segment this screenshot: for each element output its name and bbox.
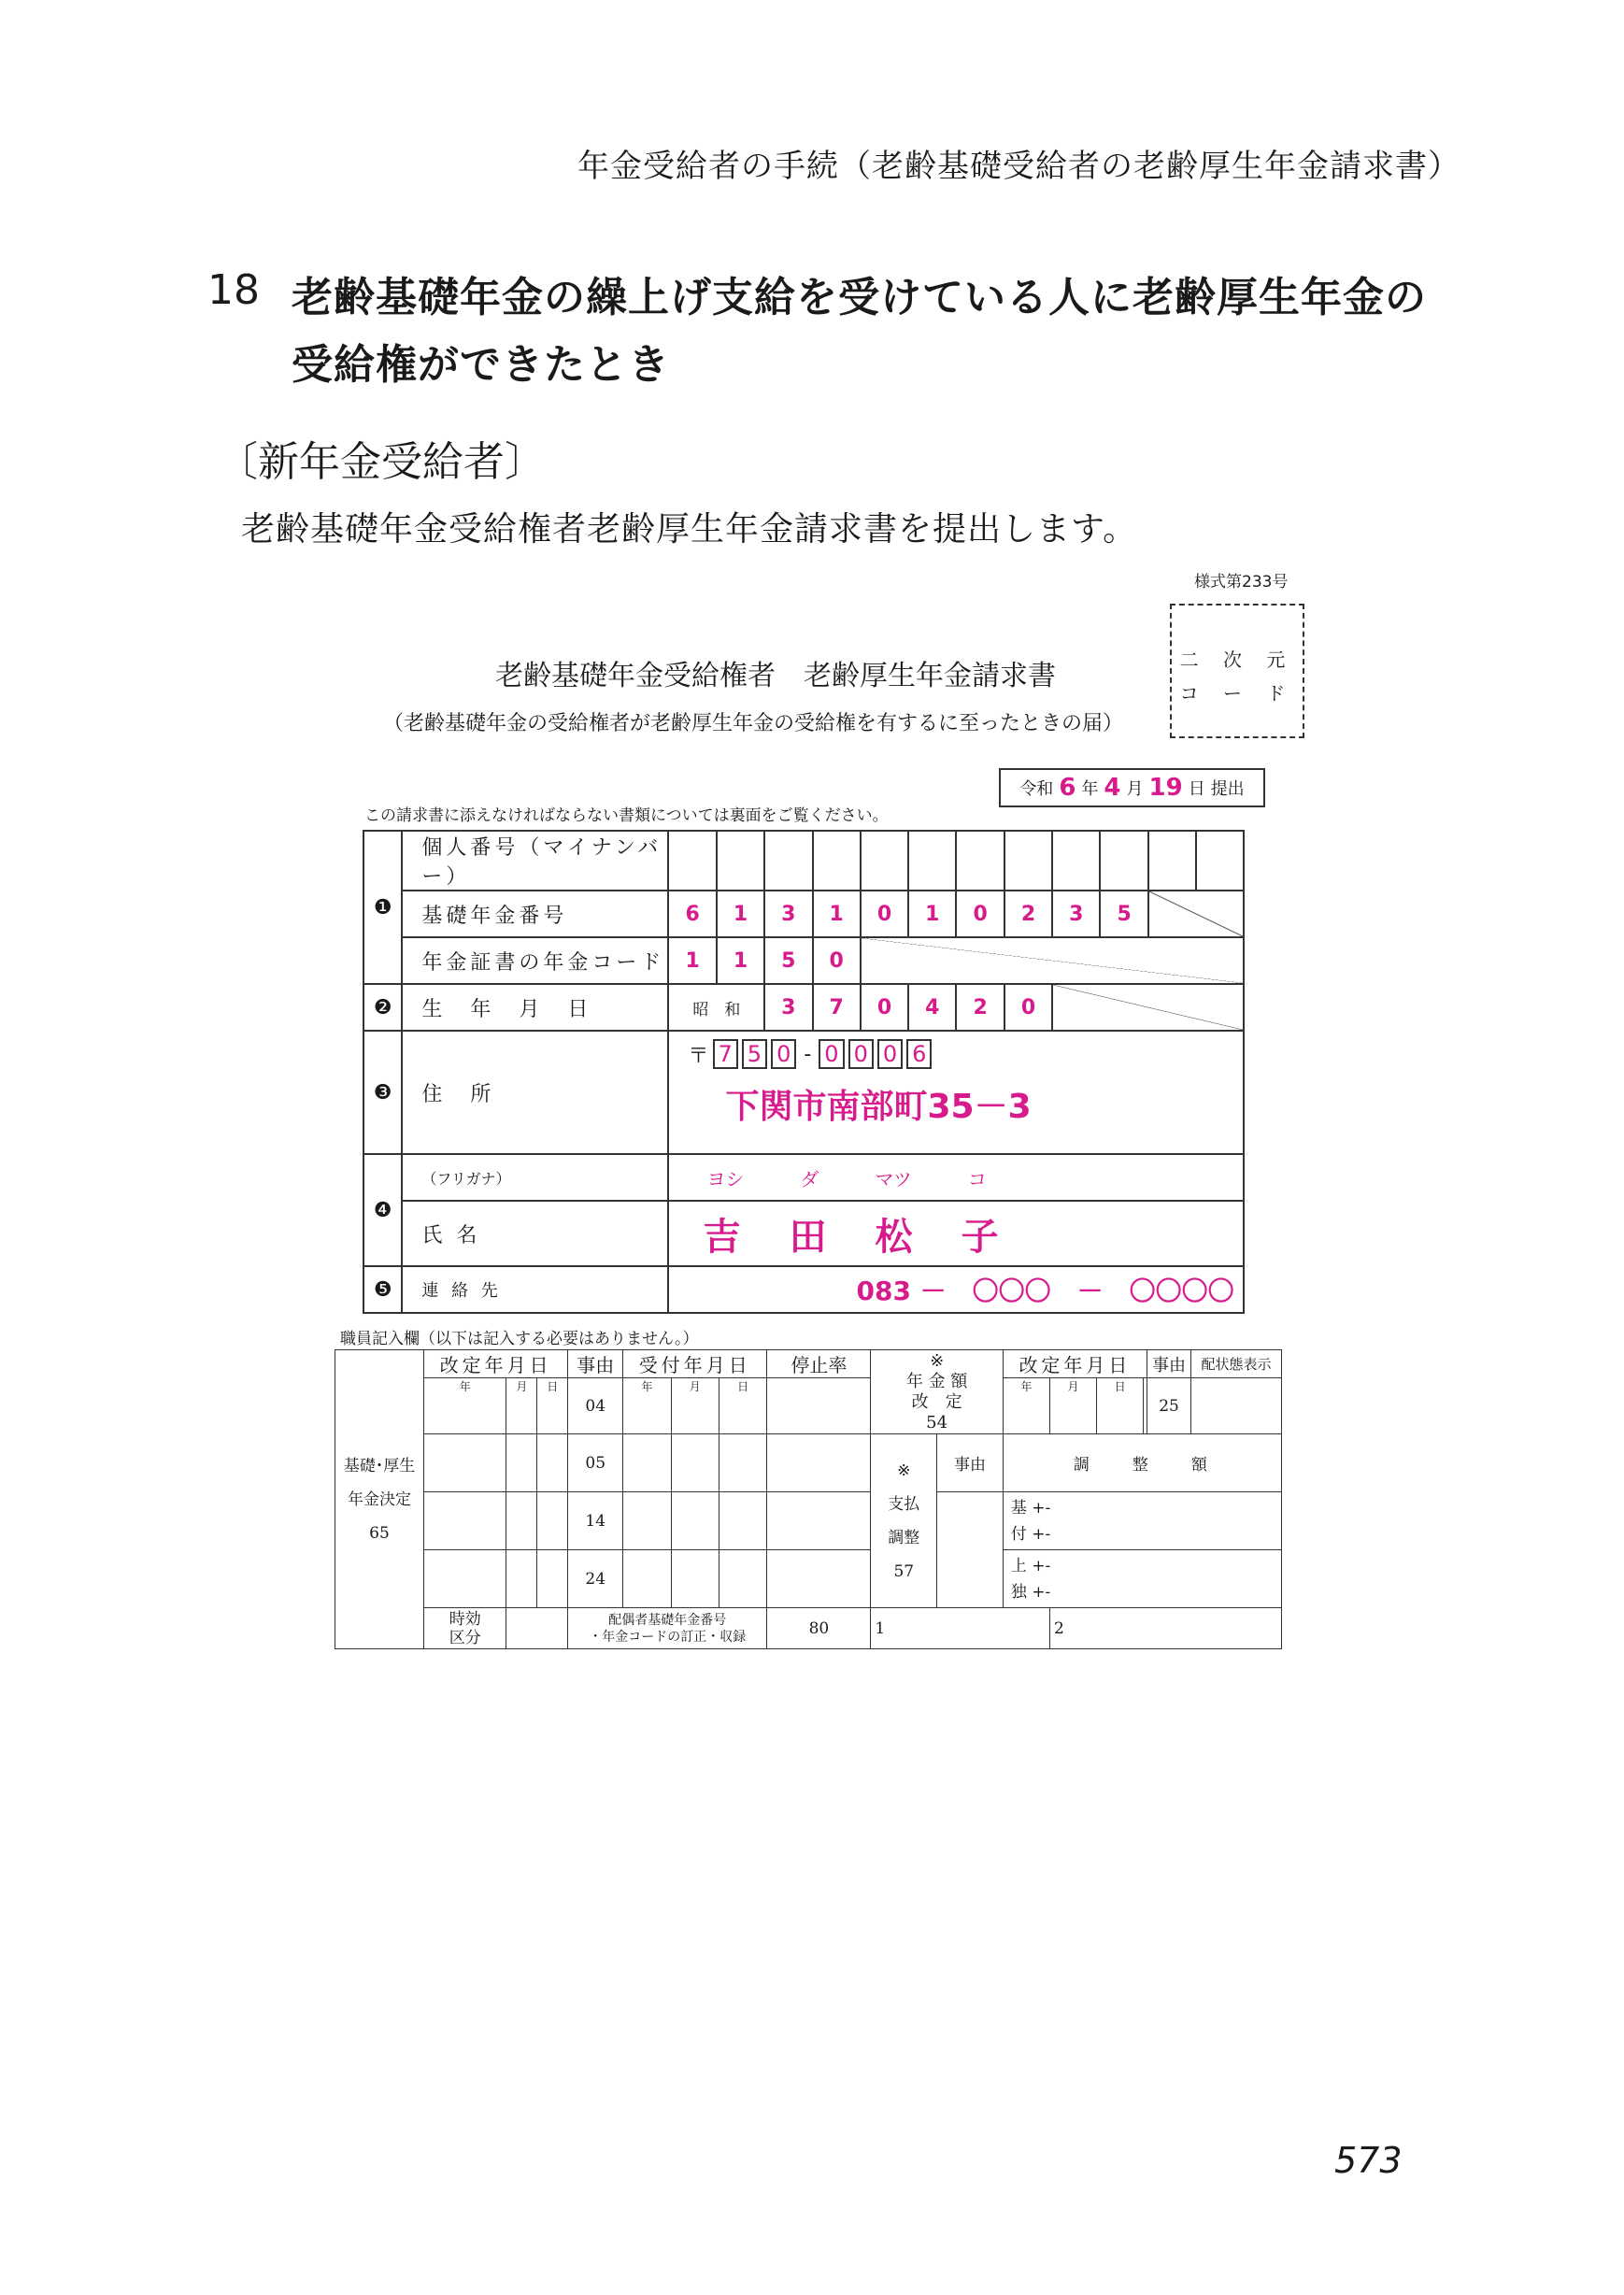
postal-mark: 〒 xyxy=(688,1044,709,1068)
form-note: この請求書に添えなければならない書類については裏面をご覧ください。 xyxy=(364,806,889,825)
label-pension-code: 年金証書の年金コード xyxy=(402,937,668,984)
pc-digit: 1 xyxy=(668,937,716,984)
birth-digit: 7 xyxy=(813,984,861,1031)
birth-digit: 4 xyxy=(908,984,956,1031)
marker-5: ❺ xyxy=(363,1266,402,1313)
date-month: 4 xyxy=(1104,774,1121,802)
date-era: 令和 xyxy=(1019,779,1054,799)
name-char: 吉 xyxy=(703,1214,741,1259)
d: 日 xyxy=(719,1378,766,1434)
postal-code-2: 0 xyxy=(877,1039,903,1069)
jiyu3: 事由 xyxy=(937,1434,1004,1492)
kome: ※ xyxy=(897,1461,911,1480)
haigu-2: ・年金コードの訂正・収録 xyxy=(589,1629,747,1645)
qr-code-box xyxy=(1170,604,1304,738)
label-birth: 生 年 月 日 xyxy=(402,984,668,1031)
label-address: 住 所 xyxy=(402,1031,668,1154)
h-54: 54 xyxy=(926,1412,948,1433)
name-char: 子 xyxy=(961,1214,999,1259)
pm: +- xyxy=(1032,1498,1051,1518)
marker-4: ❹ xyxy=(363,1154,402,1266)
label-basic-pension: 基礎年金番号 xyxy=(402,891,668,937)
pm: +- xyxy=(1032,1556,1051,1575)
date-day-unit: 日 xyxy=(1188,779,1205,799)
postal-code-1: 7 xyxy=(713,1039,738,1069)
pc-digit: 1 xyxy=(717,937,764,984)
two: 2 xyxy=(1049,1608,1281,1649)
date-year: 6 xyxy=(1059,774,1076,802)
postal-code-1: 0 xyxy=(771,1039,796,1069)
date-suffix: 提出 xyxy=(1210,779,1245,799)
code: 14 xyxy=(568,1492,623,1550)
body-text: 老齢基礎年金受給権者老齢厚生年金請求書を提出します。 xyxy=(241,510,1138,549)
pc-digit: 0 xyxy=(813,937,861,984)
y: 年 xyxy=(623,1378,671,1434)
label-era: 昭 和 xyxy=(668,984,764,1031)
contact-value: 083 － 〇〇〇 － 〇〇〇〇 xyxy=(668,1266,1244,1313)
m: 月 xyxy=(671,1378,719,1434)
left-label-3: 65 xyxy=(369,1523,390,1543)
qr-label-2: コ ー ド xyxy=(1179,682,1295,705)
postal-code-2: 0 xyxy=(819,1039,844,1069)
furigana-part: マツ xyxy=(875,1167,912,1190)
d: 日 xyxy=(537,1378,568,1434)
h-uketsuke: 受付年月日 xyxy=(623,1350,767,1378)
bp-digit: 2 xyxy=(1004,891,1052,937)
submission-date xyxy=(999,768,1265,807)
sub-fu: 付 xyxy=(1010,1524,1027,1544)
date-year-unit: 年 xyxy=(1081,779,1099,799)
bp-digit: 3 xyxy=(1052,891,1100,937)
postal-code-1: 5 xyxy=(742,1039,767,1069)
left-label-2: 年金決定 xyxy=(348,1490,411,1509)
y: 年 xyxy=(424,1378,506,1434)
haigu-1: 配偶者基礎年金番号 xyxy=(608,1612,727,1628)
code: 04 xyxy=(568,1378,623,1434)
staff-note: 職員記入欄（以下は記入する必要はありません。） xyxy=(340,1330,699,1348)
bp-digit: 1 xyxy=(717,891,764,937)
pc-digit: 5 xyxy=(764,937,812,984)
running-header: 年金受給者の手続（老齢基礎受給者の老齢厚生年金請求書） xyxy=(577,148,1460,185)
h-kaitei: 改定年月日 xyxy=(424,1350,568,1378)
m: 月 xyxy=(506,1378,537,1434)
chosei: 調 整 額 xyxy=(1003,1434,1281,1492)
address-value: 下関市南部町35－3 xyxy=(725,1088,1032,1126)
bp-digit: 6 xyxy=(668,891,716,937)
sub-doku: 独 xyxy=(1010,1582,1027,1602)
h-nenkin: 年 金 額 xyxy=(905,1371,968,1391)
code: 05 xyxy=(568,1434,623,1492)
left-label-1: 基礎･厚生 xyxy=(343,1456,416,1475)
marker-1: ❶ xyxy=(363,831,402,984)
bp-digit: 1 xyxy=(813,891,861,937)
sub-ki: 基 xyxy=(1010,1498,1027,1518)
qr-label-1: 二 次 元 xyxy=(1179,649,1295,671)
label-furigana: （フリガナ） xyxy=(402,1154,668,1201)
c80: 80 xyxy=(767,1608,871,1649)
name-char: 松 xyxy=(875,1214,913,1259)
name-char: 田 xyxy=(789,1214,827,1259)
h-jiyu2: 事由 xyxy=(1147,1350,1191,1378)
d: 日 xyxy=(1097,1378,1144,1434)
pm: +- xyxy=(1032,1524,1051,1544)
bp-digit: 5 xyxy=(1100,891,1147,937)
h-kaitei3: 改定年月日 xyxy=(1003,1350,1147,1378)
h-teishi: 停止率 xyxy=(767,1350,871,1378)
birth-digit: 3 xyxy=(764,984,812,1031)
staff-table xyxy=(335,1349,1282,1649)
jiko-1: 時効 xyxy=(449,1609,481,1629)
h-jiyu: 事由 xyxy=(568,1350,623,1378)
label-contact: 連 絡 先 xyxy=(402,1266,668,1313)
one: 1 xyxy=(871,1608,1050,1649)
sub-jo: 上 xyxy=(1010,1556,1027,1575)
bp-digit: 3 xyxy=(764,891,812,937)
label-mynumber: 個人番号（マイナンバー） xyxy=(402,831,668,891)
postal-code-2: 6 xyxy=(906,1039,932,1069)
section-number: 18 xyxy=(207,266,260,314)
furigana-part: コ xyxy=(967,1167,987,1190)
birth-digit: 2 xyxy=(956,984,1004,1031)
jiko-2: 区分 xyxy=(449,1628,481,1647)
form-number: 様式第233号 xyxy=(1194,573,1289,592)
h-kome: ※ xyxy=(930,1350,945,1371)
form-title: 老齢基礎年金受給権者 老齢厚生年金請求書 xyxy=(495,660,1056,692)
furigana-part: ダ xyxy=(800,1167,819,1190)
postal-code-2: 0 xyxy=(848,1039,874,1069)
subheading: 〔新年金受給者〕 xyxy=(217,438,546,486)
section-title: 老齢基礎年金の繰上げ支給を受けている人に老齢厚生年金の受給権ができたとき xyxy=(292,274,1427,389)
birth-digit: 0 xyxy=(1004,984,1052,1031)
form-subtitle: （老齢基礎年金の受給権者が老齢厚生年金の受給権を有するに至ったときの届） xyxy=(383,712,1124,735)
shiharai-2: 調整 xyxy=(888,1528,920,1547)
h-haijo: 配状態表示 xyxy=(1191,1350,1282,1378)
h-kaitei2: 改 定 xyxy=(911,1391,962,1412)
marker-3: ❸ xyxy=(363,1031,402,1154)
date-month-unit: 月 xyxy=(1126,779,1144,799)
m: 月 xyxy=(1049,1378,1096,1434)
label-name: 氏 名 xyxy=(402,1201,668,1266)
c25: 25 xyxy=(1147,1378,1191,1434)
furigana-part: ヨシ xyxy=(706,1167,745,1190)
y: 年 xyxy=(1003,1378,1049,1434)
shiharai-3: 57 xyxy=(893,1561,915,1581)
date-day: 19 xyxy=(1148,774,1183,802)
page-number: 573 xyxy=(1334,2140,1403,2181)
marker-2: ❷ xyxy=(363,984,402,1031)
bp-digit: 0 xyxy=(956,891,1004,937)
pm: +- xyxy=(1032,1582,1051,1602)
bp-digit: 0 xyxy=(861,891,908,937)
application-form: ❶ 個人番号（マイナンバー） 基礎年金番号 6 1 3 1 0 1 0 2 3 5 年金証書の年金コード 1 1 5 0 ❷ 生 年 月 日 昭 和 3 7 0 4 2 0 ❸ 住 所 〒 7 5 0 - 0 0 0 6 下関市南部町35－3 ❹ （フリガナ） ヨシ ダ マツ コ 氏 名 吉 田 松 子 ❺ 連 絡 先 083 － 〇〇〇 － 〇〇〇〇 xyxy=(363,830,1245,1314)
birth-digit: 0 xyxy=(861,984,908,1031)
code: 24 xyxy=(568,1550,623,1608)
bp-digit: 1 xyxy=(908,891,956,937)
shiharai-1: 支払 xyxy=(888,1494,920,1514)
